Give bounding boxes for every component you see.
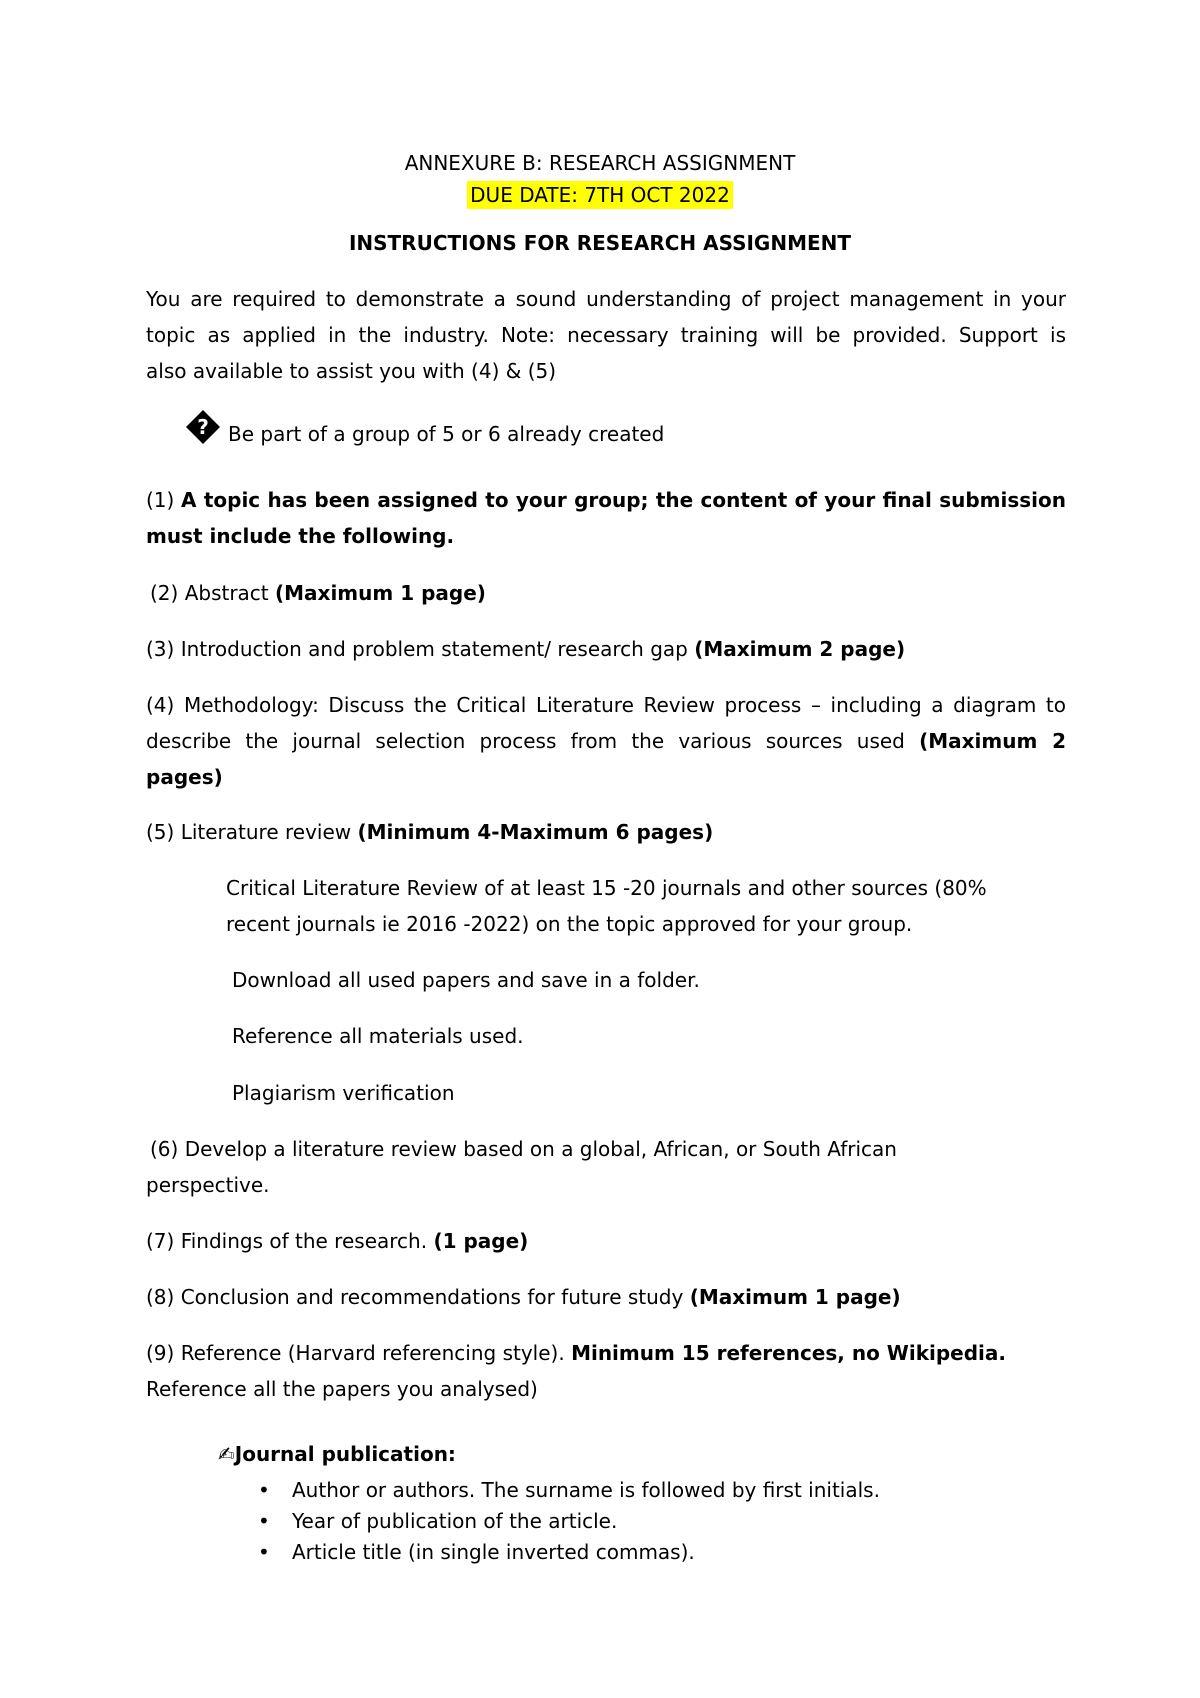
- item-7-text: (7) Findings of the research.: [146, 1229, 428, 1253]
- item-1-number: (1): [146, 488, 175, 512]
- item-4-line-1: (4) Methodology: Discuss the Critical Literature Review process – including a diagram to: [146, 693, 1066, 717]
- item-4-line-2-text: describe the journal selection process from the various sources used: [146, 729, 905, 753]
- item-2: [150, 575, 486, 611]
- item-4-limit: (Maximum 2: [919, 729, 1067, 753]
- item-1-bold-line-1: A topic has been assigned to your group; the content of your final submission: [181, 488, 1067, 512]
- item-8-limit: (Maximum 1 page): [689, 1285, 901, 1309]
- lit-bullet-4: Plagiarism verification: [232, 1081, 455, 1105]
- writing-hand-icon: ✍: [218, 1442, 235, 1466]
- journal-bullet-1: Author or authors. The surname is followed by first initials.: [292, 1478, 880, 1502]
- due-date-line: [0, 182, 1200, 208]
- bullet-dot-icon: •: [258, 1540, 270, 1564]
- item-8: [146, 1279, 901, 1315]
- item-6-line-2: perspective.: [146, 1173, 270, 1197]
- item-8-text: (8) Conclusion and recommendations for future study: [146, 1285, 684, 1309]
- item-4-line-2: [146, 723, 1066, 759]
- item-3-limit: (Maximum 2 page): [694, 637, 906, 661]
- item-3: [146, 631, 905, 667]
- intro-line-1: You are required to demonstrate a sound understanding of project management in your: [146, 287, 1066, 311]
- lit-bullet-3: Reference all materials used.: [232, 1024, 524, 1048]
- due-date-highlight: DUE DATE: 7TH OCT 2022: [467, 181, 733, 209]
- item-5: [146, 814, 713, 850]
- item-9-line-1: [146, 1335, 1006, 1371]
- page-title: ANNEXURE B: RESEARCH ASSIGNMENT: [404, 151, 796, 175]
- bullet-dot-icon: •: [258, 1509, 270, 1533]
- item-6-line-1: (6) Develop a literature review based on a global, African, or South African: [150, 1137, 897, 1161]
- item-4-line-3: pages): [146, 765, 223, 789]
- lit-bullet-1-line-1: Critical Literature Review of at least 15 -20 journals and other sources (80%: [226, 876, 987, 900]
- bullet-dot-icon: •: [258, 1478, 270, 1502]
- item-2-text: (2) Abstract: [150, 581, 269, 605]
- item-9-line-2: Reference all the papers you analysed): [146, 1377, 538, 1401]
- svg-text:?: ?: [197, 415, 209, 439]
- item-3-text: (3) Introduction and problem statement/ research gap: [146, 637, 688, 661]
- lit-bullet-2: Download all used papers and save in a folder.: [232, 968, 700, 992]
- item-1-line-1: [146, 482, 1066, 518]
- replacement-character-icon: [186, 410, 220, 444]
- journal-bullet-3: Article title (in single inverted commas).: [292, 1540, 695, 1564]
- intro-line-3: also available to assist you with (4) & (5): [146, 359, 557, 383]
- group-note-text: Be part of a group of 5 or 6 already created: [228, 422, 665, 446]
- journal-bullet-2: Year of publication of the article.: [292, 1509, 618, 1533]
- item-2-limit: (Maximum 1 page): [275, 581, 486, 605]
- instructions-heading: INSTRUCTIONS FOR RESEARCH ASSIGNMENT: [348, 231, 852, 255]
- journal-heading-text: Journal publication:: [234, 1442, 456, 1466]
- item-7: [146, 1223, 528, 1259]
- item-9-requirement: Minimum 15 references, no Wikipedia.: [571, 1341, 1006, 1365]
- lit-bullet-1-line-2: recent journals ie 2016 -2022) on the topic approved for your group.: [226, 912, 913, 936]
- item-5-text: (5) Literature review: [146, 820, 352, 844]
- item-5-limit: (Minimum 4-Maximum 6 pages): [357, 820, 714, 844]
- intro-line-2: topic as applied in the industry. Note: necessary training will be provided. Support is: [146, 323, 1066, 347]
- item-9-text: (9) Reference (Harvard referencing style).: [146, 1341, 565, 1365]
- journal-heading: [218, 1436, 456, 1472]
- item-1-line-2: must include the following.: [146, 524, 455, 548]
- item-7-limit: (1 page): [433, 1229, 529, 1253]
